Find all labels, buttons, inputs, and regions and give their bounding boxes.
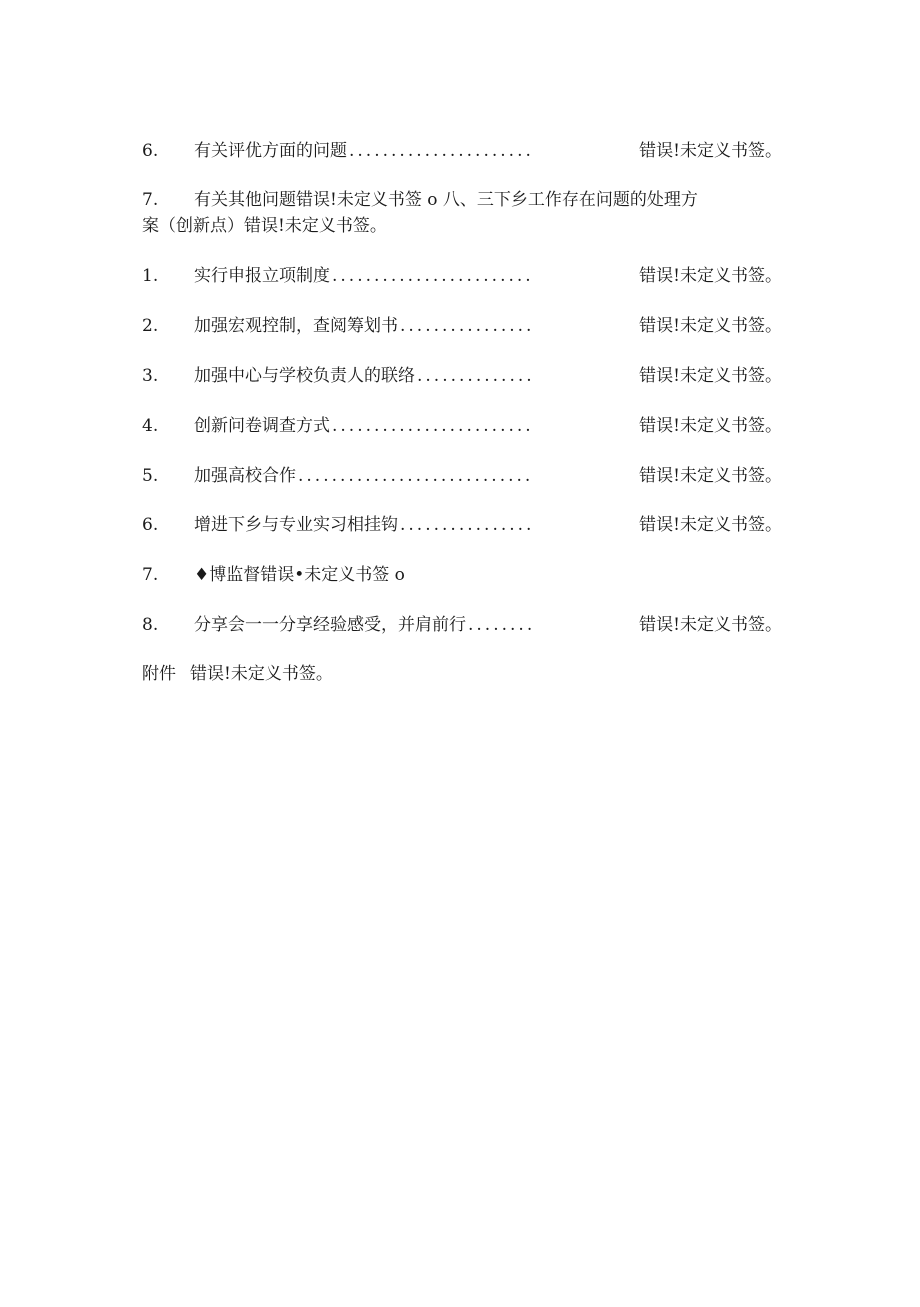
toc-title: 分享会一一分享经验感受，并肩前行 [194,615,466,635]
toc-wrapped-line-1 [142,187,782,213]
toc-number: 2. [142,316,159,336]
toc-page-ref: 错误!未定义书签。 [639,515,782,535]
toc-leader-dots: ........................ [332,416,534,436]
toc-number: 3. [142,366,159,386]
toc-number: 6. [142,515,159,535]
toc-leader-dots: ................ [400,515,535,535]
toc-number: 5. [142,466,159,486]
toc-page-ref: 错误!未定义书签。 [639,416,782,436]
toc-page-ref: 错误!未定义书签。 [639,366,782,386]
toc-leader-dots: ........ [468,615,536,635]
toc-title: 有关评优方面的问题 [194,141,347,161]
toc-title: 创新问卷调查方式 [194,416,330,436]
toc-title: ♦博监督错误•未定义书签 o [194,565,405,585]
toc-title: 有关其他问题错误!未定义书签 o 八、三下乡工作存在问题的处理方 [194,190,698,210]
toc-entry[interactable] [142,140,782,162]
toc-number: 6. [142,141,159,161]
toc-page-ref: 错误!未定义书签。 [639,141,782,161]
toc-title: 实行申报立项制度 [194,266,330,286]
toc-page-ref: 错误!未定义书签。 [639,266,782,286]
toc-leader-dots: .............. [417,366,535,386]
toc-page-ref: 错误!未定义书签。 [639,466,782,486]
toc-entry[interactable] [142,365,782,387]
toc-entry[interactable] [142,265,782,287]
toc-entry[interactable] [142,315,782,337]
toc-page-ref: 错误!未定义书签。 [639,615,782,635]
appendix-page-ref: 错误!未定义书签。 [190,664,333,684]
toc-leader-dots: ...................... [349,141,534,161]
toc-entry[interactable] [142,465,782,487]
toc-number: 8. [142,615,159,635]
toc-appendix-entry[interactable] [142,663,333,685]
toc-number: 7. [142,190,159,210]
toc-wrapped-line-2: 案（创新点）错误!未定义书签。 [142,216,387,236]
toc-number: 4. [142,416,159,436]
toc-title: 加强宏观控制，查阅筹划书 [194,316,398,336]
toc-leader-dots: ............................ [298,466,534,486]
toc-entry[interactable] [142,614,782,636]
toc-number: 1. [142,266,159,286]
appendix-label: 附件 [142,664,176,684]
toc-leader-dots: ................ [400,316,535,336]
toc-entry[interactable] [142,415,782,437]
toc-title: 加强中心与学校负责人的联络 [194,366,415,386]
toc-entry[interactable] [142,564,405,586]
toc-title: 加强高校合作 [194,466,296,486]
toc-title: 增进下乡与专业实习相挂钩 [194,515,398,535]
toc-page-ref: 错误!未定义书签。 [639,316,782,336]
toc-leader-dots: ........................ [332,266,534,286]
toc-entry[interactable] [142,514,782,536]
toc-entry-wrapped[interactable] [142,187,782,239]
toc-number: 7. [142,565,159,585]
